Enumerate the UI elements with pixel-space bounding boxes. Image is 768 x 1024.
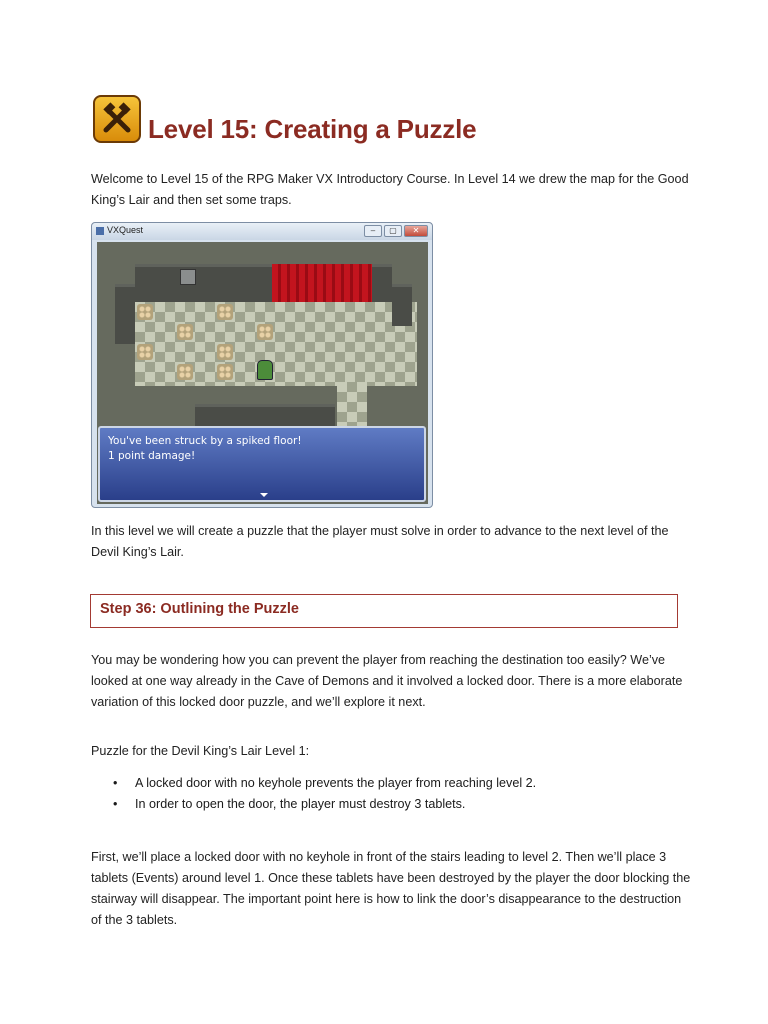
minimize-icon[interactable]: –: [364, 225, 382, 237]
paragraph-3: You may be wondering how you can prevent the player from reaching the destination too easily? We’ve looked at one way already in the Cave of Demons and it involved a locked door. There is a more elaborate variation of this locked door puzzle, and we’ll explore it next.: [91, 653, 683, 709]
intro-paragraph: Welcome to Level 15 of the RPG Maker VX Introductory Course. In Level 14 we drew the map for the Good King’s Lair and then set some traps.: [91, 172, 689, 207]
paragraph-5: First, we’ll place a locked door with no keyhole in front of the stairs leading to level 2. Then we’ll place 3 tablets (Events) around level 1. Once these tablets have been destroyed by the player the door blocking the stairway will disappear. The important point here is how to link the door’s disappearance to the destruction of the 3 tablets.: [91, 850, 691, 927]
hammer-tools-icon: [93, 95, 141, 143]
game-window: [91, 222, 433, 508]
red-curtain: [272, 264, 372, 302]
title-row: [93, 93, 141, 145]
spike-trap: [257, 324, 273, 340]
wall-top-right: [372, 264, 392, 302]
step-title: Step 36: Outlining the Puzzle: [100, 601, 299, 617]
spike-trap: [137, 344, 153, 360]
message-line-1: You've been struck by a spiked floor!: [108, 435, 302, 447]
window-titlebar: [92, 223, 432, 240]
window-title: VXQuest: [107, 225, 144, 235]
spike-trap: [217, 364, 233, 380]
page-title: Level 15: Creating a Puzzle: [148, 114, 477, 144]
stone-tablet: [180, 269, 196, 285]
continue-arrow-icon: [260, 493, 268, 497]
wall-left: [115, 284, 135, 344]
floor-corridor: [337, 382, 367, 432]
player-character: [257, 360, 273, 380]
paragraph-2: In this level we will create a puzzle that the player must solve in order to advance to the next level of the Devil King’s Lair.: [91, 524, 669, 559]
window-controls: [364, 225, 428, 237]
message-window: [98, 426, 426, 502]
spike-trap: [137, 304, 153, 320]
spike-trap: [177, 324, 193, 340]
list-item: • A locked door with no keyhole prevents the player from reaching level 2.: [91, 773, 691, 794]
close-icon[interactable]: ✕: [404, 225, 428, 237]
wall-top: [135, 264, 275, 302]
bullet-list: [91, 773, 691, 815]
message-line-2: 1 point damage!: [108, 450, 196, 462]
spike-trap: [217, 304, 233, 320]
app-icon: [96, 227, 104, 235]
list-item: • In order to open the door, the player must destroy 3 tablets.: [91, 794, 691, 815]
paragraph-4: Puzzle for the Devil King’s Lair Level 1:: [91, 744, 310, 758]
wall-right: [392, 284, 412, 326]
spike-trap: [177, 364, 193, 380]
maximize-icon[interactable]: ▢: [384, 225, 402, 237]
step-heading-box: [90, 594, 678, 628]
spike-trap: [217, 344, 233, 360]
game-viewport: [97, 242, 428, 504]
